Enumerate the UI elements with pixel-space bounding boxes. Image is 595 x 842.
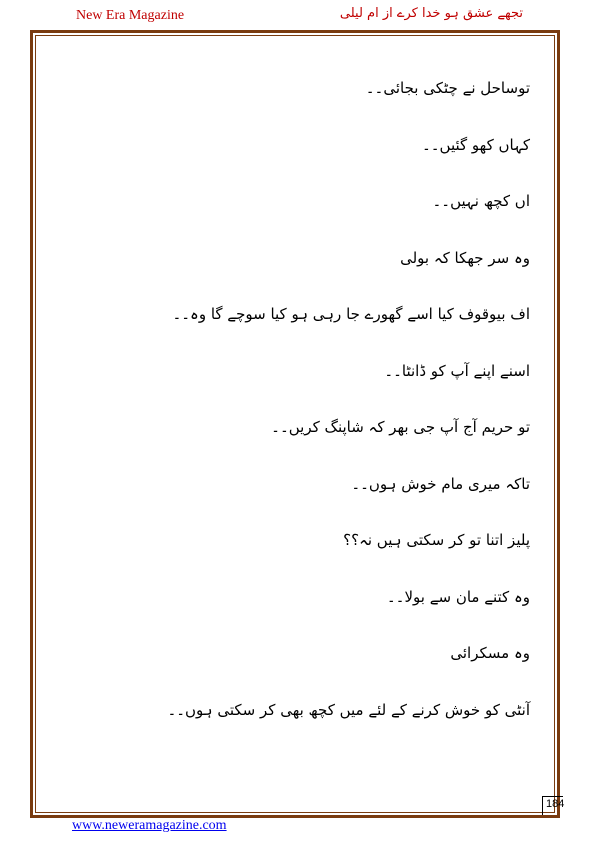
website-link[interactable]: www.neweramagazine.com: [72, 818, 227, 833]
text-line: توساحل نے چٹکی بجائی۔۔: [365, 79, 530, 97]
text-line: اف بیوقوف کیا اسے گھورے جا رہی ہو کیا سوچے گا وہ۔۔: [172, 305, 530, 323]
text-line: تو حریم آج آپ جی بھر کہ شاپنگ کریں۔۔: [271, 418, 530, 436]
text-line: اں کچھ نہیں۔۔: [432, 192, 530, 210]
text-line: اسنے اپنے آپ کو ڈانٹا۔۔: [384, 361, 530, 380]
text-line: تاکہ میری مام خوش ہوں۔۔: [351, 474, 530, 493]
story-text: [90, 78, 530, 756]
text-line: کہاں کھو گئیں۔۔: [421, 135, 530, 154]
text-line: وہ سر جھکا کہ بولی: [400, 248, 530, 267]
magazine-name: New Era Magazine: [76, 8, 185, 23]
page-number: 184: [546, 798, 565, 810]
text-line: آنٹی کو خوش کرنے کے لئے میں کچھ بھی کر سکتی ہوں۔۔: [167, 700, 530, 719]
novel-title: تجھے عشق ہو خدا کرے از ام لیلی: [339, 6, 523, 21]
text-line: وہ مسکرائی: [450, 644, 530, 662]
text-line: وہ کتنے مان سے بولا۔۔: [386, 587, 530, 606]
text-line: پلیز اتنا تو کر سکتی ہیں نہ؟؟: [343, 531, 530, 549]
